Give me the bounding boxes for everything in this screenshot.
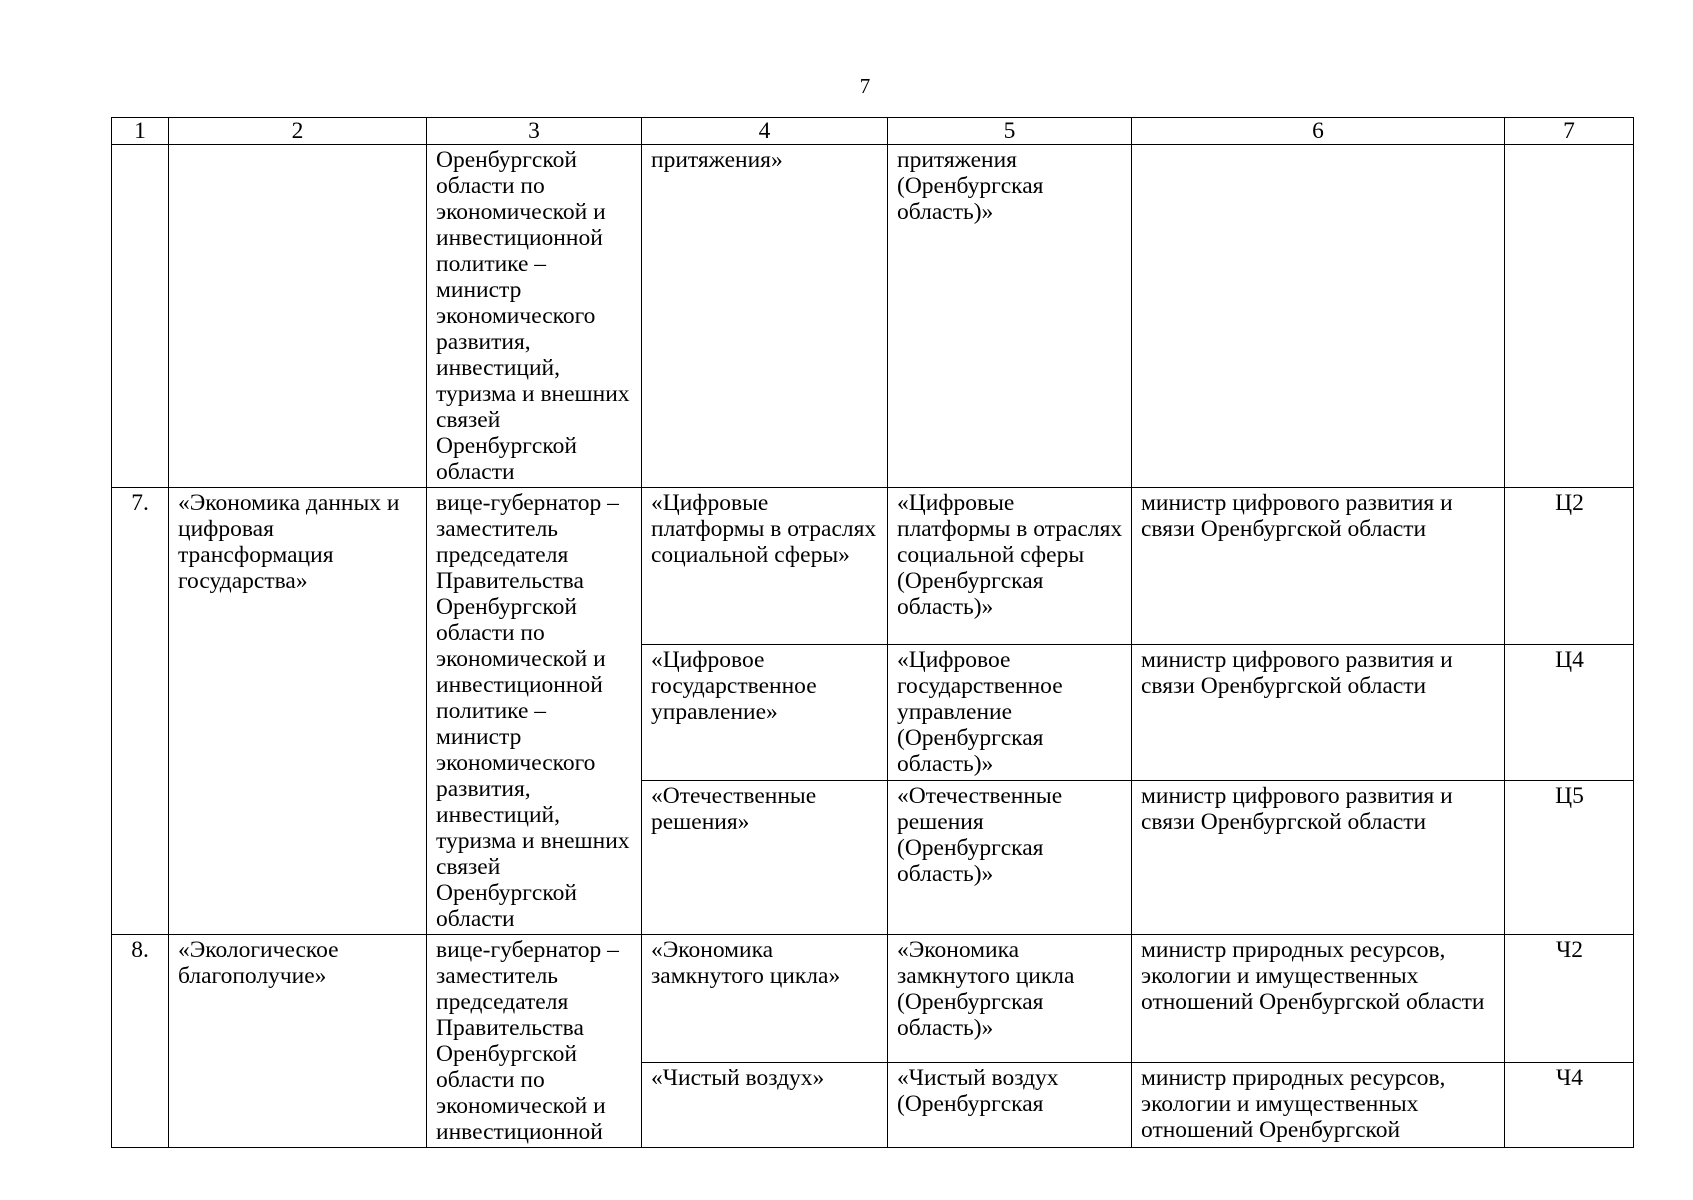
federal-project-cell: «Цифровые платформы в отраслях социальной сферы» <box>642 488 888 645</box>
curator-cell: вице-губернатор – заместитель председателя Правительства Оренбургской области по экономической и инвестиционной политике – министр экономического развития, инвестиций, туризма и внешних связей Оренбургской области <box>427 488 642 935</box>
federal-project-cell: «Цифровое государственное управление» <box>642 644 888 781</box>
code-cell: Ц4 <box>1505 644 1634 781</box>
code-cell: Ч4 <box>1505 1062 1634 1147</box>
federal-project-cell: притяжения» <box>642 145 888 488</box>
responsible-cell: министр цифрового развития и связи Оренбургской области <box>1132 644 1505 781</box>
curator-cell: Оренбургской области по экономической и инвестиционной политике – министр экономического развития, инвестиций, туризма и внешних связей Оренбургской области <box>427 145 642 488</box>
responsible-cell: министр цифрового развития и связи Оренбургской области <box>1132 488 1505 645</box>
header-cell: 4 <box>642 118 888 145</box>
header-cell: 3 <box>427 118 642 145</box>
header-cell: 7 <box>1505 118 1634 145</box>
responsible-cell: министр природных ресурсов, экологии и имущественных отношений Оренбургской <box>1132 1062 1505 1147</box>
responsible-cell: министр цифрового развития и связи Оренбургской области <box>1132 781 1505 935</box>
page-number: 7 <box>859 74 871 98</box>
regional-project-cell: «Цифровое государственное управление (Оренбургская область)» <box>888 644 1132 781</box>
header-cell: 5 <box>888 118 1132 145</box>
continuation-row <box>112 145 1634 488</box>
curator-cell: вице-губернатор – заместитель председателя Правительства Оренбургской области по экономической и инвестиционной <box>427 935 642 1148</box>
header-cell: 1 <box>112 118 169 145</box>
federal-project-cell: «Чистый воздух» <box>642 1062 888 1147</box>
national-project-cell: «Экономика данных и цифровая трансформация государства» <box>169 488 427 935</box>
header-cell: 2 <box>169 118 427 145</box>
responsible-cell: министр природных ресурсов, экологии и имущественных отношений Оренбургской области <box>1132 935 1505 1063</box>
row-number-cell: 7. <box>112 488 169 935</box>
code-cell <box>1505 145 1634 488</box>
regional-project-cell: притяжения (Оренбургская область)» <box>888 145 1132 488</box>
code-cell: Ц5 <box>1505 781 1634 935</box>
federal-project-cell: «Отечественные решения» <box>642 781 888 935</box>
national-project-cell <box>169 145 427 488</box>
header-row <box>112 118 1634 145</box>
row-number-cell: 8. <box>112 935 169 1148</box>
code-cell: Ч2 <box>1505 935 1634 1063</box>
regional-project-cell: «Чистый воздух (Оренбургская <box>888 1062 1132 1147</box>
table-row <box>112 935 1634 1063</box>
table-row <box>112 488 1634 645</box>
federal-project-cell: «Экономика замкнутого цикла» <box>642 935 888 1063</box>
responsible-cell <box>1132 145 1505 488</box>
code-cell: Ц2 <box>1505 488 1634 645</box>
regional-project-cell: «Отечественные решения (Оренбургская область)» <box>888 781 1132 935</box>
regional-project-cell: «Цифровые платформы в отраслях социальной сферы (Оренбургская область)» <box>888 488 1132 645</box>
regional-project-cell: «Экономика замкнутого цикла (Оренбургская область)» <box>888 935 1132 1063</box>
projects-table <box>111 117 1634 1148</box>
national-project-cell: «Экологическое благополучие» <box>169 935 427 1148</box>
header-cell: 6 <box>1132 118 1505 145</box>
row-number-cell <box>112 145 169 488</box>
